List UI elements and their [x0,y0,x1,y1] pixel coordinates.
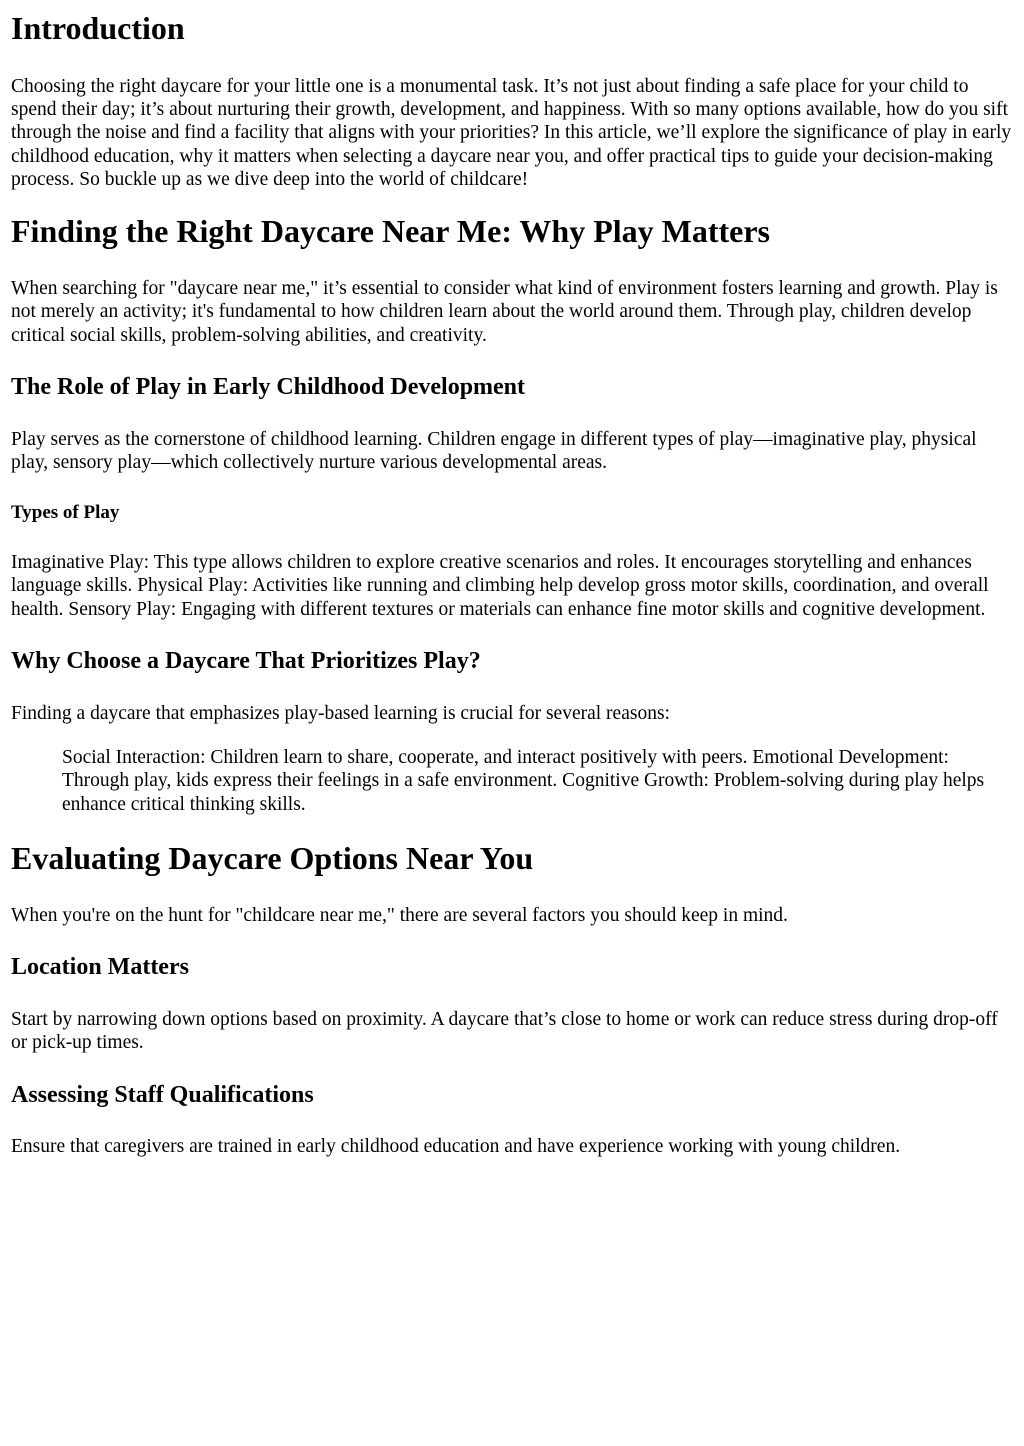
why-choose-paragraph: Finding a daycare that emphasizes play-based learning is crucial for several reasons: [11,702,670,724]
location-matters-paragraph: Start by narrowing down options based on proximity. A daycare that’s close to home or work can reduce stress during drop-off or pick-up times. [11,1008,998,1054]
role-of-play-heading: The Role of Play in Early Childhood Development [11,373,526,400]
staff-qualifications-paragraph: Ensure that caregivers are trained in early childhood education and have experience working with young children. [11,1136,901,1158]
types-of-play-paragraph: Imaginative Play: This type allows children to explore creative scenarios and roles. It encourages storytelling and enhances language skills. Physical Play: Activities like running and climbing help develop gross motor skills, coordination, and overall health. Sensory Play: Engaging with different textures or materials can enhance fine motor skills and cognitive development. [11,552,989,620]
staff-qualifications-heading: Assessing Staff Qualifications [11,1081,314,1108]
evaluating-options-paragraph: When you're on the hunt for "childcare near me," there are several factors you should keep in mind. [11,904,788,926]
evaluating-options-heading: Evaluating Daycare Options Near You [11,840,534,877]
play-matters-paragraph: When searching for "daycare near me," it’s essential to consider what kind of environment fosters learning and growth. Play is not merely an activity; it's fundamental to how children learn about the world around them. Through play, children develop critical social skills, problem-solving abilities, and creativity. [11,278,998,346]
why-choose-heading: Why Choose a Daycare That Prioritizes Play? [11,648,481,675]
intro-paragraph: Choosing the right daycare for your little one is a monumental task. It’s not just about finding a safe place for your child to spend their day; it’s about nurturing their growth, development, and happiness. With so many options available, how do you sift through the noise and find a facility that aligns with your priorities? In this article, we’ll explore the significance of play in early childhood education, why it matters when selecting a daycare near you, and offer practical tips to guide your decision-making process. So buckle up as we dive deep into the world of childcare! [11,75,1012,190]
location-matters-heading: Location Matters [11,954,189,981]
role-of-play-paragraph: Play serves as the cornerstone of childhood learning. Children engage in different types of play—imaginative play, physical play, sensory play—which collectively nurture various developmental areas. [11,428,977,474]
play-matters-heading: Finding the Right Daycare Near Me: Why Play Matters [11,213,770,250]
reasons-blockquote: Social Interaction: Children learn to share, cooperate, and interact positively with peers. Emotional Development: Through play, kids express their feelings in a safe environment. Cognitive Growth: Problem-solving during play helps enhance critical thinking skills. [62,747,985,815]
types-of-play-heading: Types of Play [11,502,120,524]
intro-heading: Introduction [11,10,185,46]
